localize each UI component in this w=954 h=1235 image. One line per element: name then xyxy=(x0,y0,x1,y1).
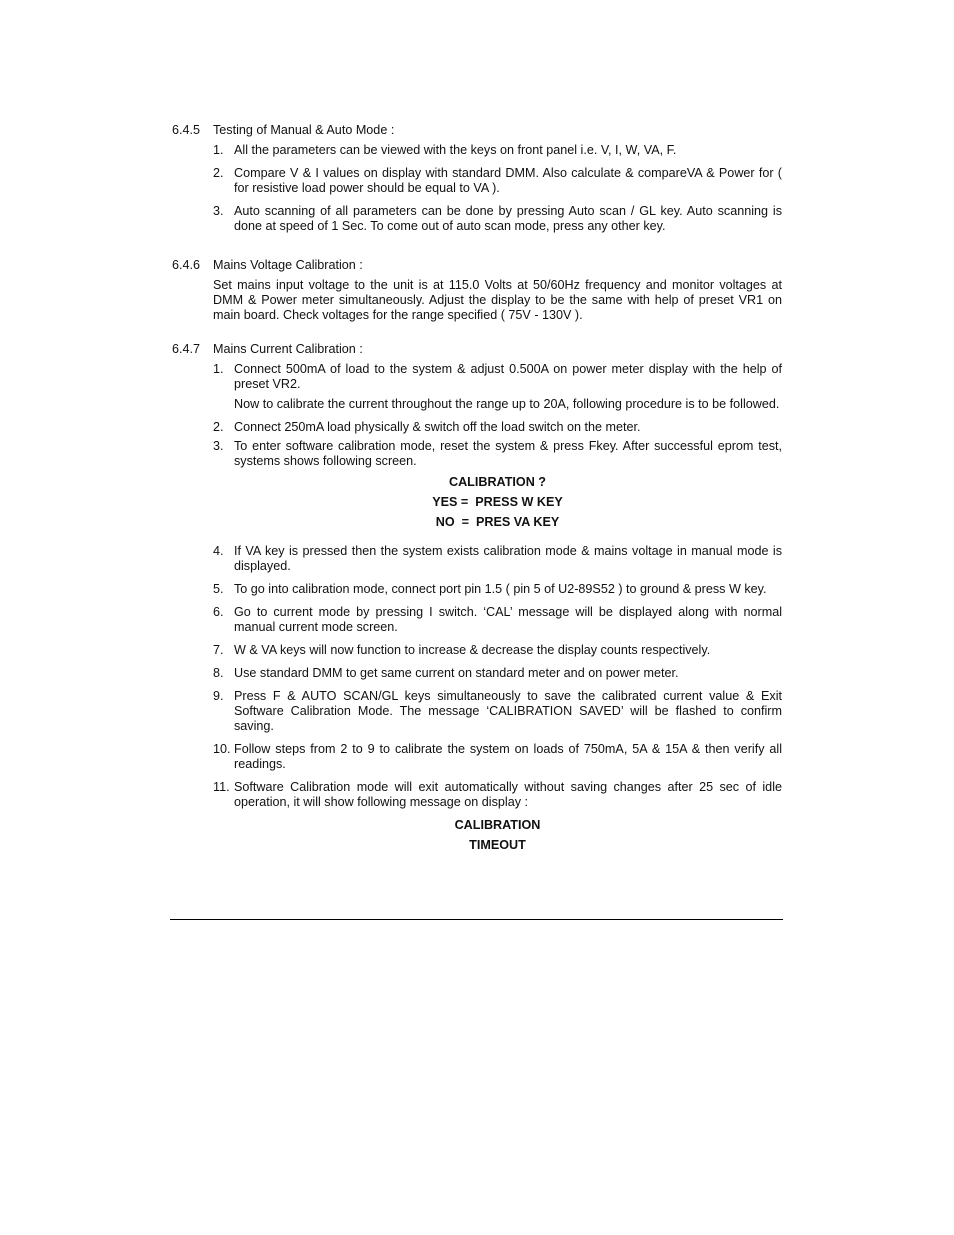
list-item-number: 8. xyxy=(213,666,224,680)
list-item-number: 4. xyxy=(213,544,224,558)
calibration-timeout-screen xyxy=(213,818,782,853)
list-item xyxy=(213,780,782,810)
list-item-text: Auto scanning of all parameters can be done by pressing Auto scan / GL key. Auto scanning is done at speed of 1 Sec. To come out of auto scan mode, press any other key. xyxy=(234,204,782,233)
list-item-text: Connect 500mA of load to the system & adjust 0.500A on power meter display with the help of preset VR2. xyxy=(234,362,782,391)
section-heading-6-4-5 xyxy=(172,123,782,138)
list-item-number: 1. xyxy=(213,362,224,376)
list-item xyxy=(213,689,782,734)
section-number: 6.4.6 xyxy=(172,258,201,272)
list-item xyxy=(213,439,782,469)
list-item-number: 2. xyxy=(213,166,224,180)
section-number: 6.4.5 xyxy=(172,123,201,137)
list-item-number: 6. xyxy=(213,605,224,619)
list-item xyxy=(213,582,782,597)
list-item-followup-text: Now to calibrate the current throughout the range up to 20A, following procedure is to be followed. xyxy=(234,397,780,411)
list-item-number: 1. xyxy=(213,143,224,157)
section-heading-6-4-6 xyxy=(172,258,782,273)
list-item-number: 10. xyxy=(213,742,231,756)
section-title: Mains Current Calibration : xyxy=(213,342,363,356)
section-title: Mains Voltage Calibration : xyxy=(213,258,363,272)
list-item-text: Use standard DMM to get same current on standard meter and on power meter. xyxy=(234,666,679,680)
list-item-number: 7. xyxy=(213,643,224,657)
screen-line: TIMEOUT xyxy=(469,838,526,852)
list-item xyxy=(213,362,782,412)
list-item-text: All the parameters can be viewed with the keys on front panel i.e. V, I, W, VA, F. xyxy=(234,143,677,157)
list-item-text: Press F & AUTO SCAN/GL keys simultaneously to save the calibrated current value & Exit Software Calibration Mode. The message ‘CALIBRATION SAVED’ will be flashed to confirm saving. xyxy=(234,689,782,733)
list-item xyxy=(213,166,782,196)
list-item-number: 9. xyxy=(213,689,224,703)
list-item-text: Go to current mode by pressing I switch. ‘CAL’ message will be displayed along with normal manual current mode screen. xyxy=(234,605,782,634)
screen-line: YES = PRESS W KEY xyxy=(432,495,563,509)
list-item-text: Software Calibration mode will exit automatically without saving changes after 25 sec of idle operation, it will show following message on display : xyxy=(234,780,782,809)
list-item xyxy=(213,666,782,681)
list-item xyxy=(213,544,782,574)
list-item xyxy=(213,420,782,435)
list-item-number: 5. xyxy=(213,582,224,596)
page-content xyxy=(172,123,782,867)
list-item-number: 2. xyxy=(213,420,224,434)
screen-line: CALIBRATION xyxy=(454,818,541,832)
list-item xyxy=(213,143,782,158)
list-item-number: 11. xyxy=(213,780,230,794)
list-item xyxy=(213,742,782,772)
section-heading-6-4-7 xyxy=(172,342,782,357)
list-item xyxy=(213,204,782,234)
list-item-text: To go into calibration mode, connect port pin 1.5 ( pin 5 of U2-89S52 ) to ground & press W key. xyxy=(234,582,767,596)
list-item-number: 3. xyxy=(213,439,224,453)
list-item xyxy=(213,643,782,658)
screen-line: CALIBRATION ? xyxy=(448,475,546,489)
calibration-prompt-screen xyxy=(213,475,782,530)
list-item-text: Connect 250mA load physically & switch off the load switch on the meter. xyxy=(234,420,641,434)
list-item-number: 3. xyxy=(213,204,224,218)
list-item xyxy=(213,605,782,635)
list-item-text: Compare V & I values on display with standard DMM. Also calculate & compareVA & Power for ( for resistive load power should be equal to VA ). xyxy=(234,166,782,195)
footer-divider xyxy=(170,919,783,920)
list-item-text: Follow steps from 2 to 9 to calibrate the system on loads of 750mA, 5A & 15A & then verify all readings. xyxy=(234,742,782,771)
section-number: 6.4.7 xyxy=(172,342,201,356)
list-item-text: If VA key is pressed then the system exists calibration mode & mains voltage in manual mode is displayed. xyxy=(234,544,782,573)
section-paragraph: Set mains input voltage to the unit is at 115.0 Volts at 50/60Hz frequency and monitor voltages at DMM & Power meter simultaneously. Adjust the display to be the same with help of preset VR1 on main board. Check voltages for the range specified ( 75V - 130V ). xyxy=(213,278,782,322)
section-title: Testing of Manual & Auto Mode : xyxy=(213,123,395,137)
list-item-text: To enter software calibration mode, reset the system & press Fkey. After successful eprom test, systems shows following screen. xyxy=(234,439,782,468)
screen-line: NO = PRES VA KEY xyxy=(435,515,560,529)
list-item-text: W & VA keys will now function to increase & decrease the display counts respectively. xyxy=(234,643,711,657)
